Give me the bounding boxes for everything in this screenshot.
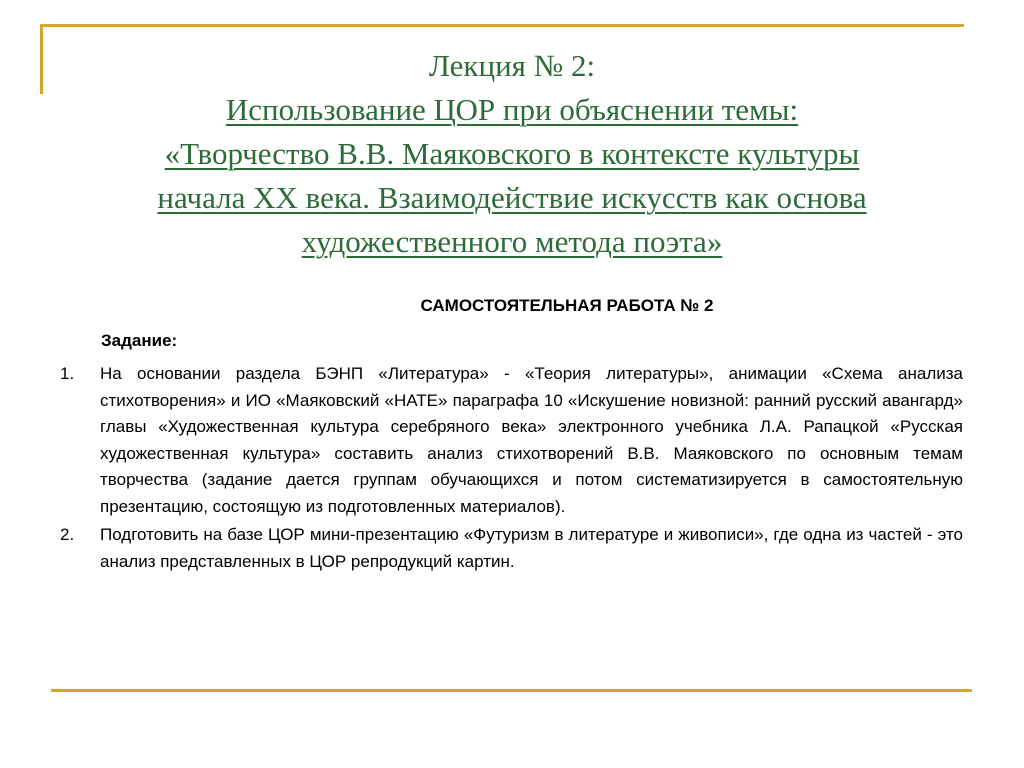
slide-title (0, 44, 1024, 264)
lecture-number: Лекция № 2: (428, 48, 596, 83)
title-theme-line-2: начала XX века. Взаимодействие искусств как основа (157, 180, 867, 215)
task-list (60, 361, 963, 577)
title-theme-line-3: художественного метода поэта» (301, 224, 723, 259)
frame-bottom-line (51, 689, 972, 692)
title-theme-line-1: «Творчество В.В. Маяковского в контексте культуры (164, 136, 860, 171)
task-item-1 (60, 361, 963, 520)
task-text: На основании раздела БЭНП «Литература» - «Теория литературы», анимации «Схема анализа стихотворения» и ИО «Маяковский «НАТЕ» параграфа 10 «Искушение новизной: ранний русский авангард» главы «Художественная культура серебряного века» электронного учебника Л.А. Рапацкой «Русская художественная культура» составить анализ стихотворений В.В. Маяковского по основным темам творчества (задание дается группам обучающихся и потом систематизируется в самостоятельную презентацию, состоящую из подготовленных материалов). (100, 364, 963, 516)
task-text: Подготовить на базе ЦОР мини-презентацию «Футуризм в литературе и живописи», где одна из частей - это анализ представленных в ЦОР репродукций картин. (100, 525, 963, 571)
task-label: Задание: (101, 331, 178, 350)
work-title: САМОСТОЯТЕЛЬНАЯ РАБОТА № 2 (420, 296, 714, 315)
task-item-2 (60, 522, 963, 575)
title-topic-line: Использование ЦОР при объяснении темы: (225, 92, 799, 127)
task-number: 2. (60, 525, 75, 544)
frame-top-line (40, 24, 964, 27)
task-number: 1. (60, 364, 75, 383)
